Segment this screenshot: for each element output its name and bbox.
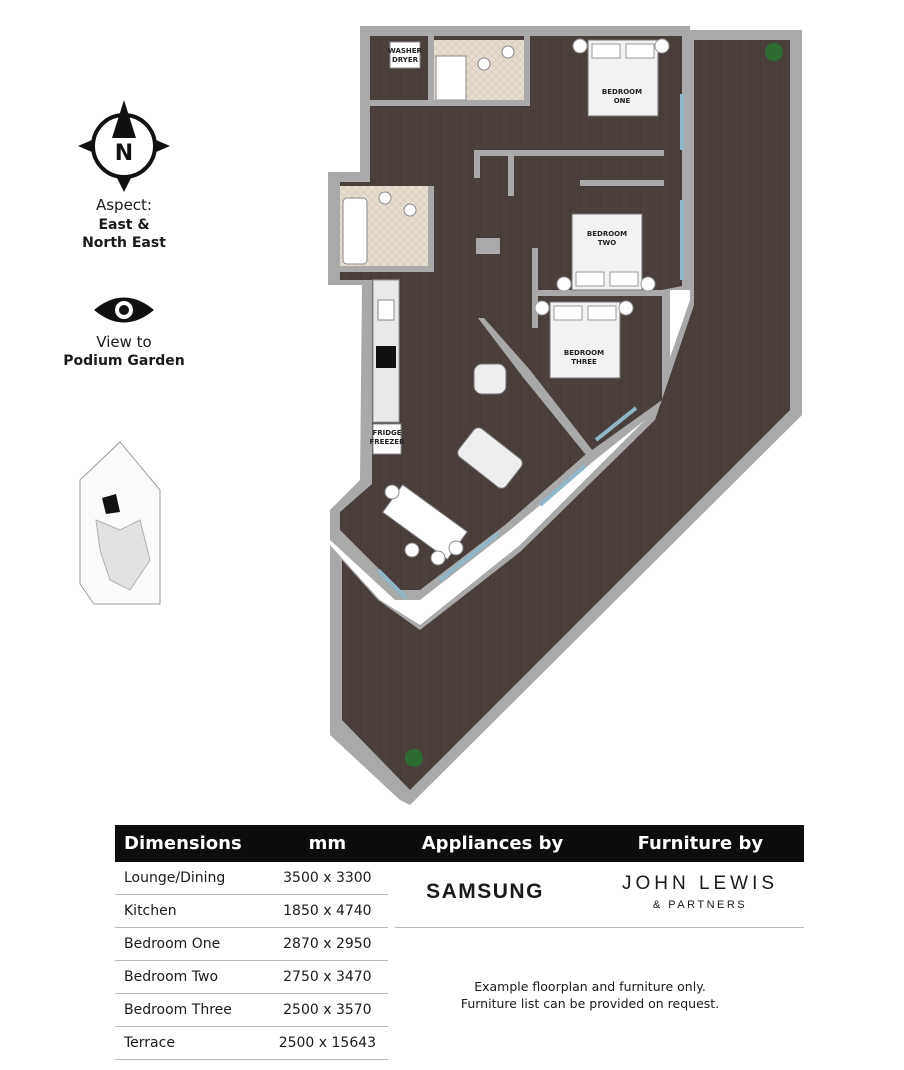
room-dimensions: 2750 x 3470: [266, 961, 388, 994]
disclaimer-line: Example floorplan and furniture only.: [474, 979, 706, 994]
aspect-value-line: East &: [98, 217, 150, 233]
room-dimensions: 2500 x 15643: [266, 1027, 388, 1060]
shower-tray: [436, 56, 466, 100]
hob: [376, 346, 396, 368]
samsung-logo: SAMSUNG: [426, 880, 544, 903]
washer-dryer-label: DRYER: [391, 56, 419, 64]
bedroom-two-label: TWO: [597, 239, 617, 247]
bedroom-three-label: BEDROOM: [563, 349, 605, 357]
site-key-plan: [80, 442, 160, 604]
compass-north-label: N: [114, 141, 134, 166]
armchair: [474, 364, 506, 394]
washer-dryer: [390, 42, 420, 68]
room-name: Lounge/Dining: [115, 862, 266, 895]
room-name: Bedroom Two: [115, 961, 266, 994]
ensuite-toilet: [478, 58, 490, 70]
bedroom-three-label: THREE: [571, 358, 597, 366]
dining-chair: [405, 543, 419, 557]
dining-chair: [449, 541, 463, 555]
room-dimensions: 1850 x 4740: [266, 895, 388, 928]
room-dimensions: 2870 x 2950: [266, 928, 388, 961]
room-name: Terrace: [115, 1027, 266, 1060]
bedroom-one-label: BEDROOM: [601, 88, 643, 96]
bedroom-one-label: ONE: [613, 97, 631, 105]
eye-icon: [94, 298, 154, 323]
header-mm: mm: [266, 825, 388, 862]
bed-three: [535, 301, 633, 378]
fridge-label: FREEZER: [369, 438, 405, 446]
dimensions-table: [115, 825, 804, 1060]
toilet: [404, 204, 416, 216]
room-dimensions: 3500 x 3300: [266, 862, 388, 895]
room-name: Bedroom Three: [115, 994, 266, 1027]
aspect-label: Aspect:: [95, 196, 152, 214]
dining-chair: [431, 551, 445, 565]
dining-chair: [385, 485, 399, 499]
room-name: Kitchen: [115, 895, 266, 928]
header-dimensions: Dimensions: [115, 825, 266, 862]
john-lewis-logo: JOHN LEWIS: [621, 873, 779, 894]
sink: [378, 300, 394, 320]
header-furniture: Furniture by: [597, 825, 804, 862]
fridge-label: FRIDGE: [372, 429, 402, 437]
disclaimer-note: [420, 978, 760, 1012]
plant-icon: [405, 749, 423, 767]
aspect-value: [60, 216, 188, 252]
view-value: Podium Garden: [63, 353, 185, 369]
disclaimer-line: Furniture list can be provided on request.: [460, 996, 720, 1011]
ensuite-basin: [502, 46, 514, 58]
plant-icon: [765, 43, 783, 61]
john-lewis-logo-sub: & PARTNERS: [652, 899, 748, 911]
bed-two: [557, 214, 655, 291]
aspect-value-line: North East: [82, 235, 166, 251]
header-appliances: Appliances by: [388, 825, 596, 862]
washer-dryer-label: WASHER: [388, 47, 422, 55]
room-dimensions: 2500 x 3570: [266, 994, 388, 1027]
bath-tub: [343, 198, 367, 264]
table-header-row: [115, 825, 804, 862]
brand-divider: [395, 927, 804, 928]
bedroom-two-label: BEDROOM: [586, 230, 628, 238]
compass: [78, 100, 170, 192]
basin: [379, 192, 391, 204]
view-label: View to: [96, 333, 152, 351]
room-name: Bedroom One: [115, 928, 266, 961]
